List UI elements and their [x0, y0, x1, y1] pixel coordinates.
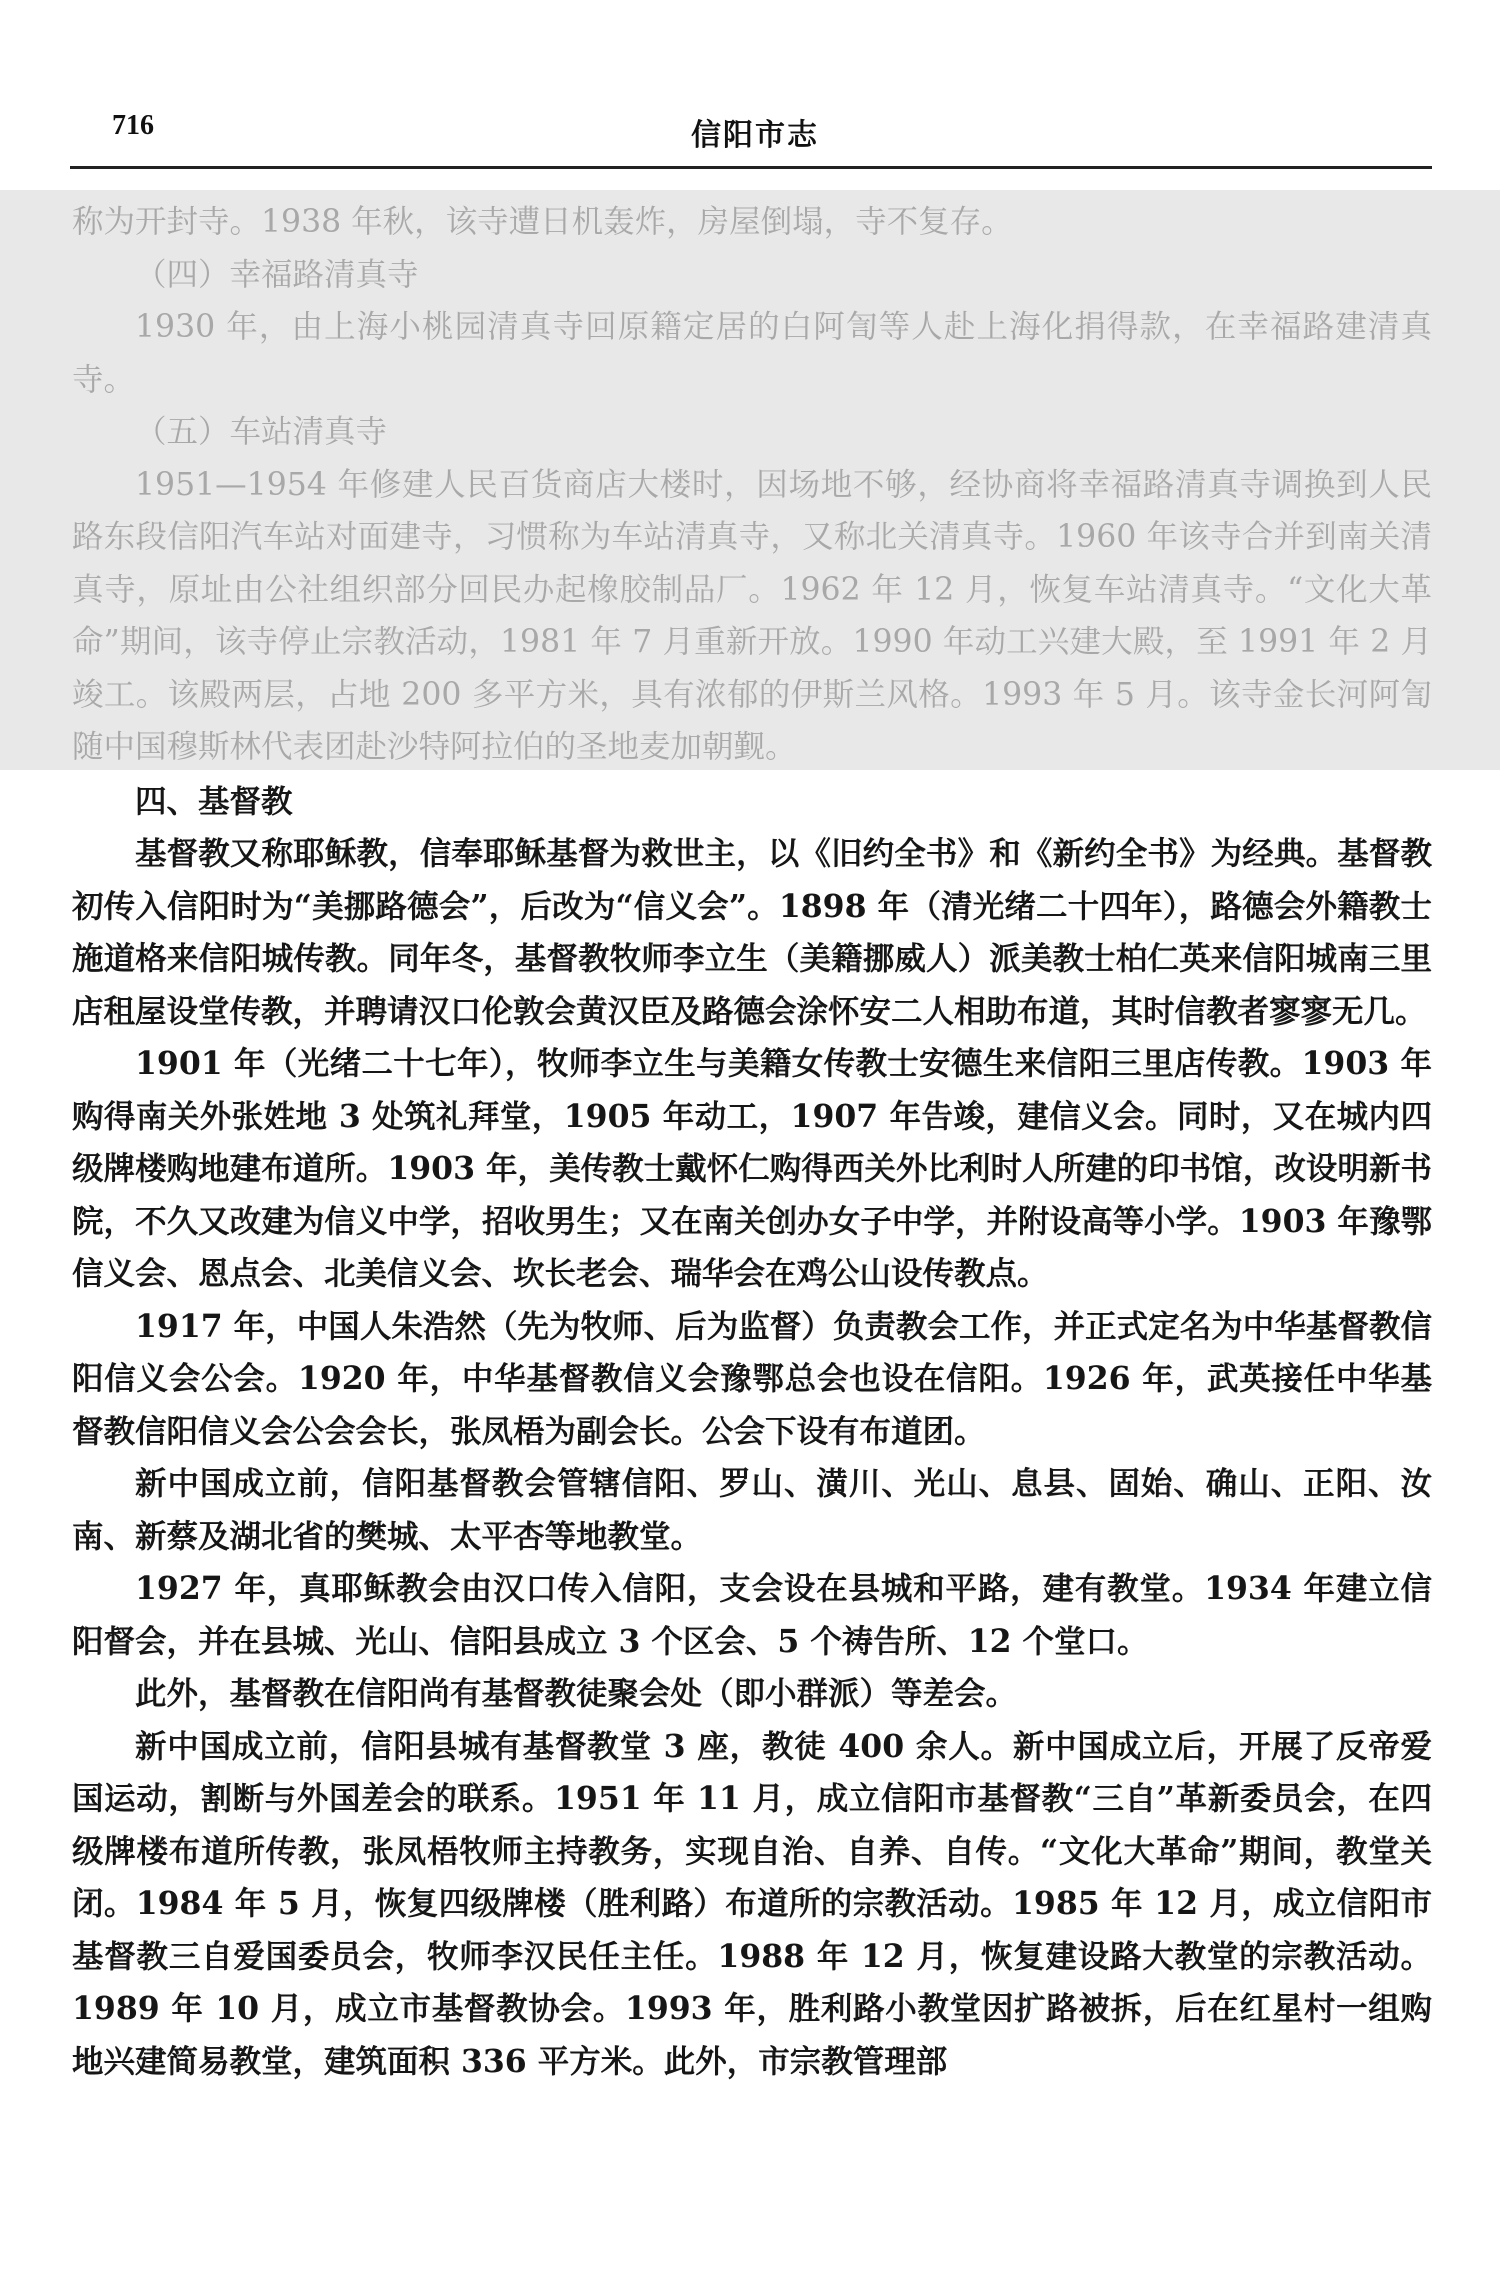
subsection-heading-4: （四）幸福路清真寺	[135, 256, 419, 293]
faded-region	[72, 196, 1432, 774]
paragraph: 1917 年，中国人朱浩然（先为牧师、后为监督）负责教会工作，并正式定名为中华基督教信阳信义会公会。1920 年，中华基督教信义会豫鄂总会也设在信阳。1926 年，武英接任中华基督教信阳信义会公会会长，张凤梧为副会长。公会下设有布道团。	[72, 1307, 1432, 1450]
faded-line: 称为开封寺。1938 年秋，该寺遭日机轰炸，房屋倒塌，寺不复存。	[72, 204, 1013, 240]
paragraph: 新中国成立前，信阳县城有基督教堂 3 座，教徒 400 余人。新中国成立后，开展了反帝爱国运动，割断与外国差会的联系。1951 年 11 月，成立信阳市基督教“三自”革新委员会，在四级牌楼布道所传教，张凤梧牧师主持教务，实现自治、自养、自传。“文化大革命”期间，教堂关闭。1984 年 5 月，恢复四级牌楼（胜利路）布道所的宗教活动。1985 年 12 月，成立信阳市基督教三自爱国委员会，牧师李汉民任主任。1988 年 12 月，恢复建设路大教堂的宗教活动。1989 年 10 月，成立市基督教协会。1993 年，胜利路小教堂因扩路被拆，后在红星村一组购地兴建简易教堂，建筑面积 336 平方米。此外，市宗教管理部	[72, 1727, 1432, 2080]
running-title: 信阳市志	[691, 118, 819, 153]
paragraph-station-mosque: 1951—1954 年修建人民百货商店大楼时，因场地不够，经协商将幸福路清真寺调换到人民路东段信阳汽车站对面建寺，习惯称为车站清真寺，又称北关清真寺。1960 年该寺合并到南关清真寺，原址由公社组织部分回民办起橡胶制品厂。1962 年 12 月，恢复车站清真寺。“文化大革命”期间，该寺停止宗教活动，1981 年 7 月重新开放。1990 年动工兴建大殿，至 1991 年 2 月竣工。该殿两层，占地 200 多平方米，具有浓郁的伊斯兰风格。1993 年 5 月。该寺金长河阿訇随中国穆斯林代表团赴沙特阿拉伯的圣地麦加朝觐。	[72, 466, 1432, 765]
christianity-section	[72, 776, 1432, 2089]
header-rule	[70, 166, 1432, 169]
page-body	[72, 196, 1432, 2088]
subsection-heading-5: （五）车站清真寺	[135, 414, 388, 450]
page-header	[70, 110, 1440, 160]
paragraph-xingfu-mosque: 1930 年，由上海小桃园清真寺回原籍定居的白阿訇等人赴上海化捐得款，在幸福路建清真寺。	[72, 309, 1432, 398]
paragraph: 新中国成立前，信阳基督教会管辖信阳、罗山、潢川、光山、息县、固始、确山、正阳、汝南、新蔡及湖北省的樊城、太平杏等地教堂。	[72, 1465, 1432, 1555]
paragraph: 1927 年，真耶稣教会由汉口传入信阳，支会设在县城和平路，建有教堂。1934 年建立信阳督会，并在县城、光山、信阳县成立 3 个区会、5 个祷告所、12 个堂口。	[72, 1570, 1432, 1660]
paragraph: 此外，基督教在信阳尚有基督教徒聚会处（即小群派）等差会。	[135, 1675, 1018, 1712]
page-number: 716	[112, 110, 154, 141]
paragraph: 1901 年（光绪二十七年），牧师李立生与美籍女传教士安德生来信阳三里店传教。1903 年购得南关外张姓地 3 处筑礼拜堂，1905 年动工，1907 年告竣，建信义会。同时，又在城内四级牌楼购地建布道所。1903 年，美传教士戴怀仁购得西关外比利时人所建的印书馆，改设明新书院，不久又改建为信义中学，招收男生；又在南关创办女子中学，并附设高等小学。1903 年豫鄂信义会、恩点会、北美信义会、坎长老会、瑞华会在鸡公山设传教点。	[72, 1045, 1432, 1292]
section-heading: 四、基督教	[135, 782, 293, 820]
paragraph: 基督教又称耶稣教，信奉耶稣基督为救世主，以《旧约全书》和《新约全书》为经典。基督教初传入信阳时为“美挪路德会”，后改为“信义会”。1898 年（清光绪二十四年），路德会外籍教士施道格来信阳城传教。同年冬，基督教牧师李立生（美籍挪威人）派美教士柏仁英来信阳城南三里店租屋设堂传教，并聘请汉口伦敦会黄汉臣及路德会涂怀安二人相助布道，其时信教者寥寥无几。	[72, 835, 1432, 1030]
